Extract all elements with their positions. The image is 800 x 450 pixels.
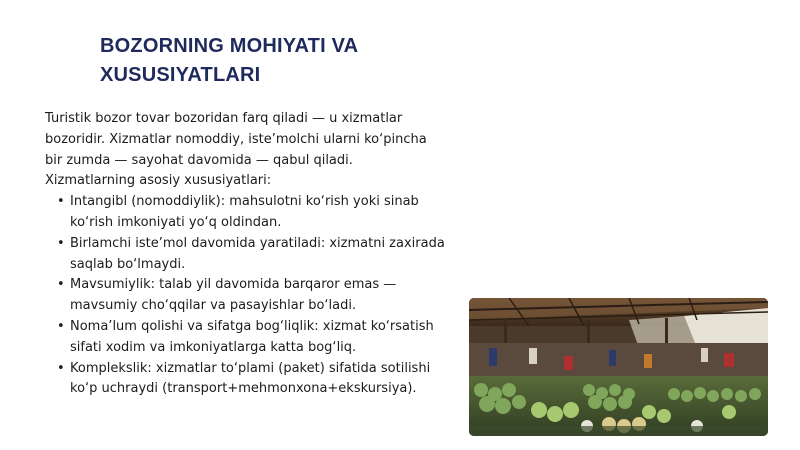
intro-paragraph: Turistik bozor tovar bozoridan farq qiladi — u xizmatlar bozoridir. Xizmatlar nomoddiy, iste’molchi ularni ko‘pincha bir zumda — sayohat davomida — qabul qiladi. Xizmatlarning asosiy xususiyatlari:: [45, 111, 427, 189]
slide-title: BOZORNING MOHIYATI VA XUSUSIYATLARI: [100, 35, 358, 86]
list-item: • Komplekslik: xizmatlar to‘plami (paket) sifatida sotilishi ko‘p uchraydi (transport+mehmonxona+ekskursiya).: [45, 359, 445, 401]
market-photo: [469, 298, 768, 436]
list-item: • Birlamchi iste’mol davomida yaratiladi: xizmatni zaxirada saqlab bo‘lmaydi.: [45, 234, 445, 276]
list-item: • Mavsumiylik: talab yil davomida barqaror emas — mavsumiy cho‘qqilar va pasayishlar bo‘ladi.: [45, 275, 445, 317]
list-item: • Intangibl (nomoddiylik): mahsulotni ko‘rish yoki sinab ko‘rish imkoniyati yo‘q oldindan.: [45, 192, 445, 234]
list-item: • Noma’lum qolishi va sifatga bog‘liqlik: xizmat ko‘rsatish sifati xodim va imkoniyatlarga katta bog‘liq.: [45, 317, 445, 359]
slide-body: [45, 109, 445, 400]
feature-list: [45, 192, 445, 400]
